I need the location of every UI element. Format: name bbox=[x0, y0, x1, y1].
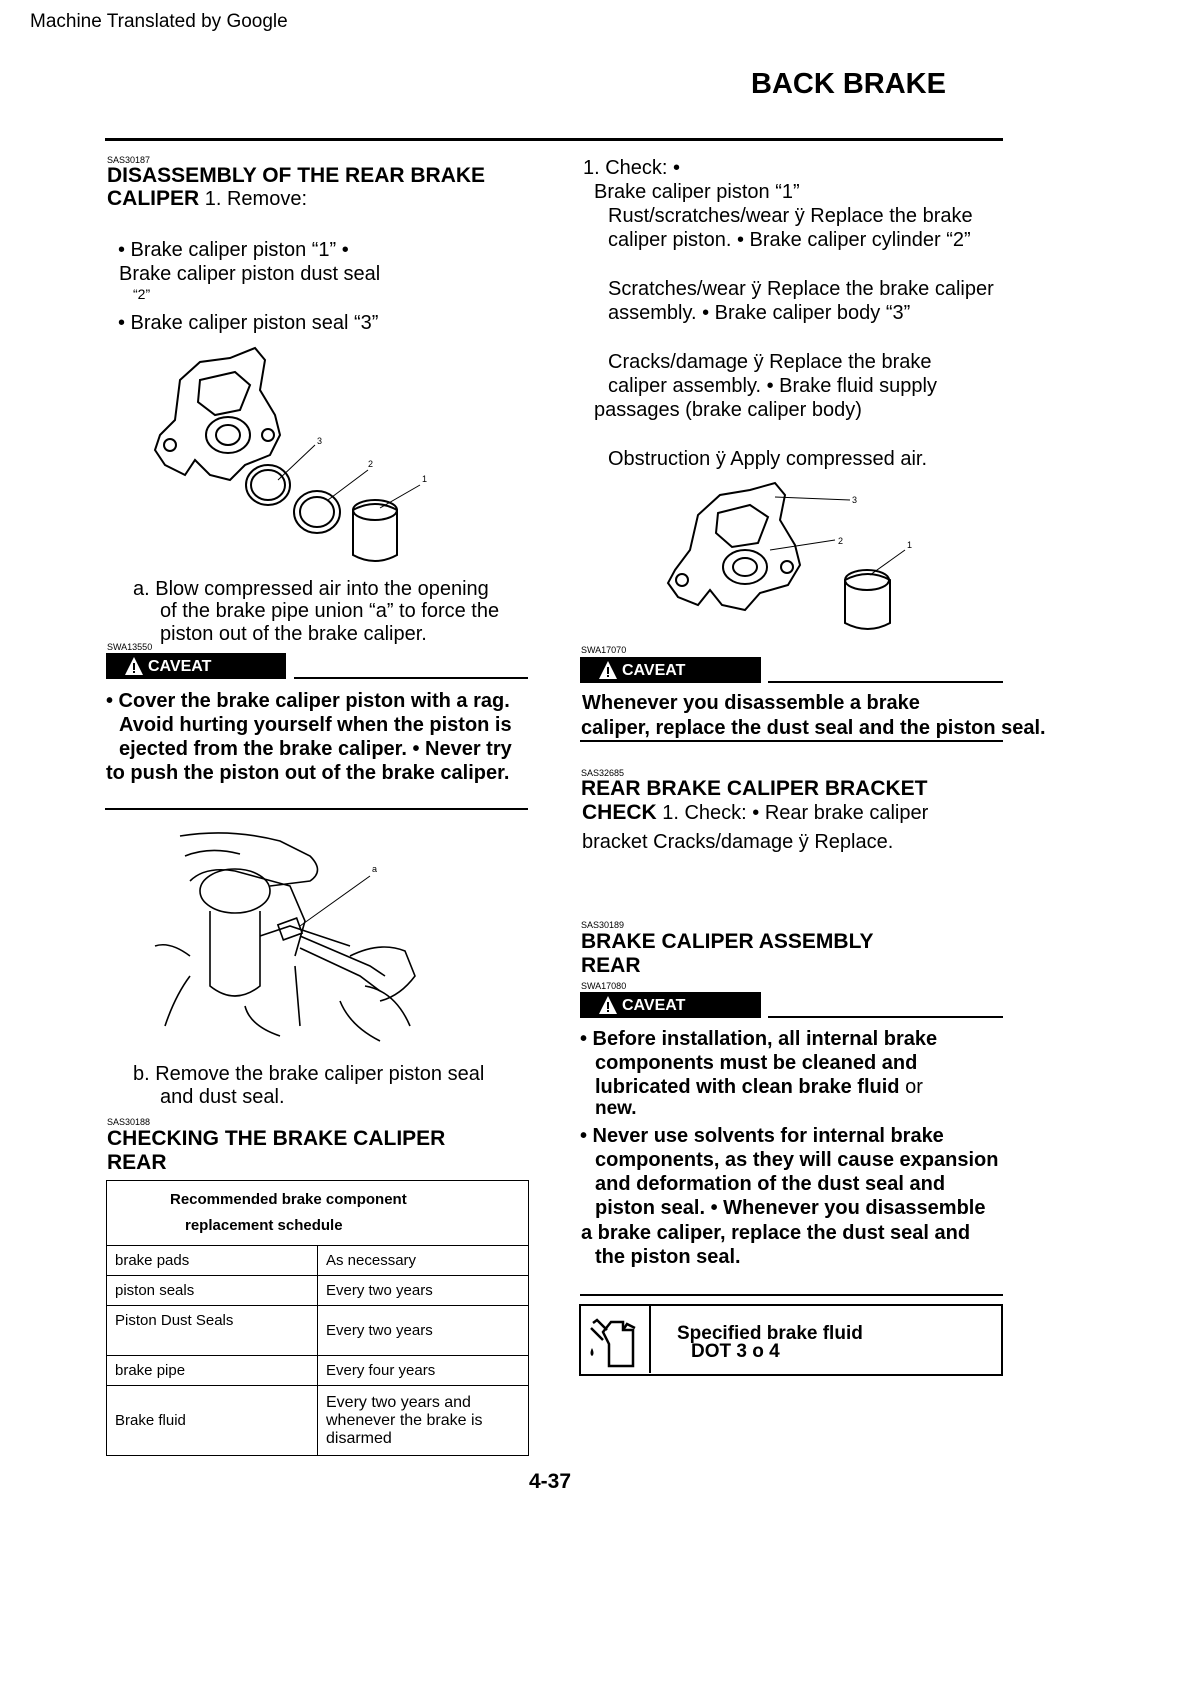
caveat-text: • Never use solvents for internal brake bbox=[580, 1125, 944, 1147]
chapter-title: BACK BRAKE bbox=[751, 68, 946, 100]
table-header-row bbox=[107, 1181, 529, 1246]
caveat-text: components, as they will cause expansion bbox=[595, 1149, 999, 1171]
remove-item: • Brake caliper piston “1” • bbox=[118, 239, 349, 261]
remove-item: Brake caliper piston dust seal bbox=[119, 263, 381, 285]
heading-rest: 1. Check: • Rear brake caliper bbox=[656, 802, 929, 824]
machine-translated-note: Machine Translated by Google bbox=[30, 11, 288, 32]
caveat-code: SWA17080 bbox=[581, 981, 627, 991]
remove-item: “2” bbox=[133, 286, 151, 302]
warning-icon bbox=[598, 660, 618, 680]
table-cell-interval: Every two years bbox=[318, 1306, 529, 1356]
check-text: assembly. • Brake caliper body “3” bbox=[608, 302, 911, 324]
caveat-end-rule bbox=[105, 808, 528, 810]
interval-line: disarmed bbox=[326, 1429, 392, 1447]
caveat-end-rule bbox=[580, 740, 1003, 742]
caveat-text: Whenever you disassemble a brake bbox=[582, 692, 920, 714]
warning-icon bbox=[124, 656, 144, 676]
check-text: Cracks/damage ÿ Replace the brake bbox=[608, 351, 932, 373]
interval-line: Every two years and bbox=[326, 1393, 471, 1411]
check-text: Obstruction ÿ Apply compressed air. bbox=[608, 448, 928, 470]
step-a-text: of the brake pipe union “a” to force the bbox=[160, 600, 500, 622]
fluid-spec-label: Specified brake fluid bbox=[677, 1323, 863, 1344]
table-cell-interval: Every four years bbox=[318, 1356, 529, 1386]
oil-can-icon-cell bbox=[581, 1306, 651, 1373]
fluid-spec-value: DOT 3 o 4 bbox=[691, 1341, 780, 1362]
check-text: 1. Check: • bbox=[583, 157, 681, 179]
caveat-label: CAVEAT bbox=[622, 997, 686, 1014]
caveat-text: components must be cleaned and bbox=[595, 1052, 918, 1074]
table-cell-component: brake pads bbox=[107, 1246, 318, 1276]
heading-bold-part: CALIPER bbox=[107, 187, 200, 210]
section-heading: CHECKING THE BRAKE CALIPER bbox=[107, 1127, 446, 1150]
caveat-rest: or bbox=[899, 1076, 923, 1098]
table-row bbox=[107, 1356, 529, 1386]
caliper-disassembly-figure bbox=[140, 340, 450, 575]
brake-fluid-spec-box bbox=[579, 1304, 1003, 1376]
caveat-code: SWA17070 bbox=[581, 645, 627, 655]
table-cell-component: Brake fluid bbox=[107, 1386, 318, 1456]
header-rule bbox=[105, 138, 1003, 141]
caveat-text: to push the piston out of the brake caliper. bbox=[106, 762, 510, 784]
caveat-banner bbox=[106, 653, 286, 679]
caveat-rule bbox=[768, 1016, 1003, 1018]
warning-icon bbox=[598, 995, 618, 1015]
figure-callout-1: 1 bbox=[422, 474, 428, 484]
section-code: SAS30187 bbox=[107, 155, 151, 165]
section-code: SAS30188 bbox=[107, 1117, 151, 1127]
caveat-text: Avoid hurting yourself when the piston is bbox=[119, 714, 512, 736]
replacement-schedule-table bbox=[106, 1180, 529, 1456]
table-cell-component: Piston Dust Seals bbox=[107, 1306, 318, 1356]
section-heading-line2 bbox=[107, 186, 307, 212]
caveat-text: • Cover the brake caliper piston with a rag. bbox=[106, 690, 510, 712]
step-b-text: and dust seal. bbox=[160, 1086, 285, 1108]
figure-callout-2: 2 bbox=[838, 536, 844, 546]
oil-can-icon bbox=[583, 1308, 647, 1372]
table-cell-component: piston seals bbox=[107, 1276, 318, 1306]
check-text: caliper piston. • Brake caliper cylinder “2” bbox=[608, 229, 971, 251]
figure-callout-a: a bbox=[372, 864, 378, 874]
heading-bold-part: CHECK bbox=[582, 801, 657, 824]
interval-line: whenever the brake is bbox=[326, 1411, 483, 1429]
bracket-text: bracket Cracks/damage ÿ Replace. bbox=[582, 831, 894, 853]
section-heading: BRAKE CALIPER ASSEMBLY bbox=[581, 930, 874, 953]
section-heading: DISASSEMBLY OF THE REAR BRAKE bbox=[107, 164, 486, 187]
caliper-check-figure bbox=[650, 475, 930, 635]
section-code: SAS30189 bbox=[581, 920, 625, 930]
table-cell-interval bbox=[318, 1386, 529, 1456]
figure-callout-3: 3 bbox=[317, 436, 323, 446]
table-row bbox=[107, 1306, 529, 1356]
step-a-text: a. Blow compressed air into the opening bbox=[133, 578, 489, 600]
table-row bbox=[107, 1276, 529, 1306]
check-text: Rust/scratches/wear ÿ Replace the brake bbox=[608, 205, 973, 227]
table-header bbox=[107, 1181, 529, 1246]
step-a-text: piston out of the brake caliper. bbox=[160, 623, 427, 645]
caveat-banner bbox=[580, 657, 761, 683]
table-header-line2: replacement schedule bbox=[185, 1217, 343, 1234]
caveat-label: CAVEAT bbox=[622, 662, 686, 679]
caveat-text: ejected from the brake caliper. • Never try bbox=[119, 738, 512, 760]
caveat-code: SWA13550 bbox=[107, 642, 153, 652]
caveat-text: caliper, replace the dust seal and the piston seal. bbox=[581, 717, 1046, 739]
figure-callout-2: 2 bbox=[368, 459, 374, 469]
caveat-text bbox=[595, 1074, 923, 1100]
section-code: SAS32685 bbox=[581, 768, 625, 778]
table-row bbox=[107, 1246, 529, 1276]
check-text: Scratches/wear ÿ Replace the brake caliper bbox=[608, 278, 994, 300]
caveat-rule bbox=[294, 677, 528, 679]
step-b-text: b. Remove the brake caliper piston seal bbox=[133, 1063, 485, 1085]
caveat-rule bbox=[768, 681, 1003, 683]
section-heading: REAR bbox=[107, 1151, 167, 1174]
caveat-text: and deformation of the dust seal and bbox=[595, 1173, 946, 1195]
caveat-text: • Before installation, all internal brake bbox=[580, 1028, 938, 1050]
caveat-text: the piston seal. bbox=[595, 1246, 741, 1268]
caveat-text: new. bbox=[595, 1098, 637, 1119]
section-heading: REAR BRAKE CALIPER BRACKET bbox=[581, 777, 928, 800]
caveat-label: CAVEAT bbox=[148, 658, 212, 675]
remove-item: • Brake caliper piston seal “3” bbox=[118, 312, 379, 334]
compressed-air-figure bbox=[150, 826, 430, 1048]
caveat-end-rule bbox=[580, 1294, 1003, 1296]
table-cell-interval: As necessary bbox=[318, 1246, 529, 1276]
figure-callout-3: 3 bbox=[852, 495, 858, 505]
table-row bbox=[107, 1386, 529, 1456]
figure-callout-1: 1 bbox=[907, 540, 913, 550]
table-cell-interval: Every two years bbox=[318, 1276, 529, 1306]
caveat-text: a brake caliper, replace the dust seal and bbox=[581, 1222, 971, 1244]
section-heading: REAR bbox=[581, 954, 641, 977]
table-cell-component: brake pipe bbox=[107, 1356, 318, 1386]
check-text: passages (brake caliper body) bbox=[594, 399, 862, 421]
caveat-text: piston seal. • Whenever you disassemble bbox=[595, 1197, 986, 1219]
page-number: 4-37 bbox=[529, 1470, 572, 1493]
heading-rest: 1. Remove: bbox=[199, 188, 308, 210]
table-header-line1: Recommended brake component bbox=[170, 1191, 407, 1208]
check-text: Brake caliper piston “1” bbox=[594, 181, 800, 203]
check-text: caliper assembly. • Brake fluid supply bbox=[608, 375, 937, 397]
caveat-banner bbox=[580, 992, 761, 1018]
caveat-bold-part: lubricated with clean brake fluid bbox=[595, 1076, 900, 1098]
section-heading-line2 bbox=[582, 800, 928, 826]
